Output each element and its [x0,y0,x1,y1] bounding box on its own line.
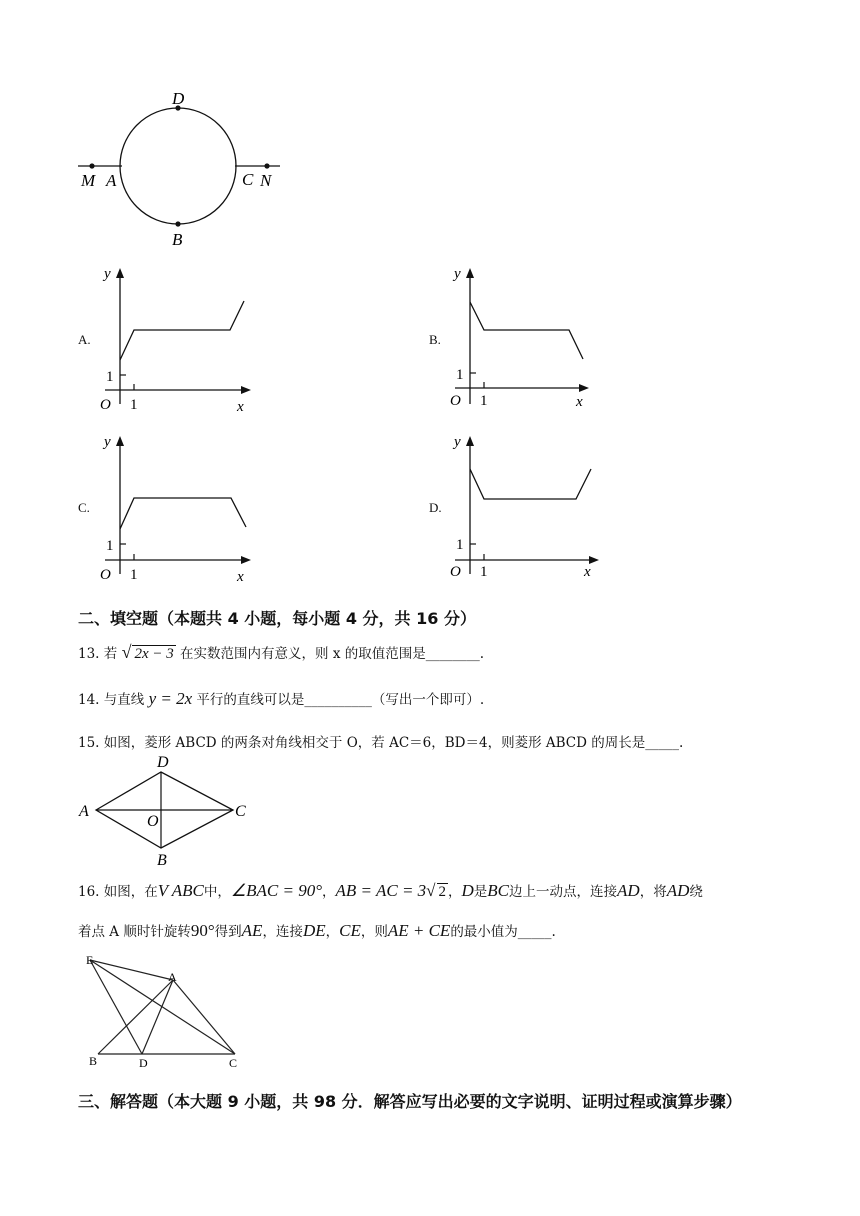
section-2-heading: 二、填空题（本题共 4 小题，每小题 4 分，共 16 分） [78,609,476,628]
rhombus-label-o: O [147,813,159,830]
tri-label-a: A [168,970,177,984]
option-d-label: D. [429,500,442,515]
option-b-label: B. [429,332,441,347]
y-axis-label: y [104,266,111,282]
question-15: 15. 如图，菱形 ABCD 的两条对角线相交于 O，若 AC＝6，BD＝4，则菱形 ABCD 的周长是_____. [78,735,684,751]
question-14: 14. 与直线 y = 2x 平行的直线可以是__________（写出一个即可）. [78,689,485,708]
rhombus-figure [75,752,255,870]
graph-option-b [445,262,615,412]
q14-equation: y = 2x [148,689,193,708]
triangle-figure [78,950,258,1072]
svg-text:1: 1 [130,567,138,583]
question-16-line-2: 着点 A 顺时针旋转90°得到AE，连接DE，CE，则AE + CE的最小值为_____. [78,921,556,940]
label-d: D [172,89,185,108]
y-one-label: 1 [106,369,114,385]
svg-text:x: x [584,564,591,580]
option-c-label: C. [78,500,90,515]
svg-text:1: 1 [456,537,464,553]
svg-text:y: y [454,266,461,282]
graph-option-a [95,262,265,412]
label-m: M [81,171,96,190]
graph-option-c [95,430,265,585]
x-axis-label: x [237,399,244,412]
tri-label-d: D [139,1056,148,1070]
rhombus-label-a: A [79,803,89,820]
svg-text:O: O [450,393,461,409]
label-b: B [172,230,183,249]
rhombus-label-c: C [235,803,246,820]
rhombus-label-b: B [157,852,167,869]
section-3-heading: 三、解答题（本大题 9 小题，共 98 分．解答应写出必要的文字说明、证明过程或演算步骤） [78,1092,742,1111]
svg-text:1: 1 [480,564,488,580]
tri-label-b: B [89,1054,98,1068]
option-a-label: A. [78,332,91,347]
label-c: C [242,170,254,189]
svg-text:1: 1 [456,367,464,383]
origin-label: O [100,397,111,412]
svg-text:x: x [576,394,583,410]
x-one-label: 1 [130,397,138,412]
svg-text:y: y [454,434,461,450]
svg-text:O: O [450,564,461,580]
graph-option-d [445,430,615,585]
svg-text:1: 1 [106,538,114,554]
svg-text:O: O [100,567,111,583]
label-n: N [260,171,272,190]
question-16-line-1: 16. 如图，在V ABC中，∠BAC = 90°，AB = AC = 3√ 2 ，D是BC边上一动点，连接AD，将AD绕 [78,881,703,900]
q13-radicand: 2x − 3 [134,646,174,662]
circle-figure [70,85,300,255]
tri-label-e: E [86,953,94,967]
rhombus-label-d: D [157,754,169,771]
tri-label-c: C [229,1056,238,1070]
svg-text:1: 1 [480,393,488,409]
svg-text:y: y [104,434,111,450]
label-a: A [106,171,117,190]
question-13: 13. 若 √ 2x − 3 在实数范围内有意义，则 x 的取值范围是________. [78,642,485,662]
svg-text:x: x [237,569,244,585]
